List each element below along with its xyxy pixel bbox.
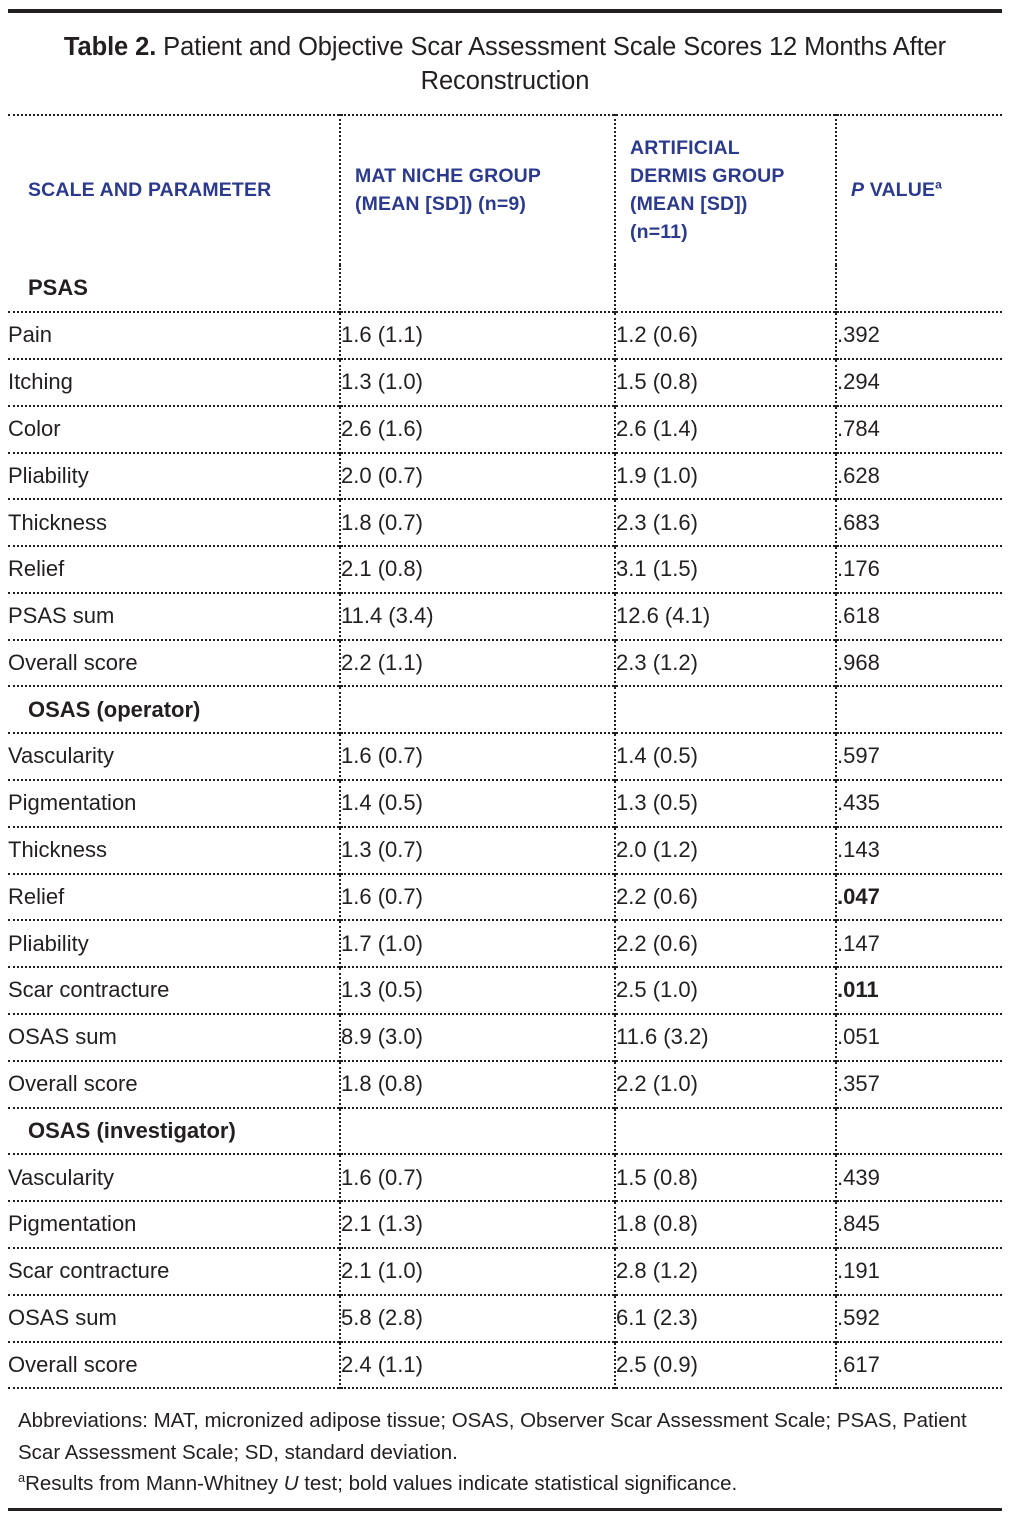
table-row <box>8 686 1002 733</box>
footnote-a-italic: U <box>283 1471 299 1495</box>
cell-artificial-dermis: 2.6 (1.4) <box>615 406 836 453</box>
table-row <box>8 499 1002 546</box>
column-header-mat-niche <box>340 115 615 265</box>
table-header <box>8 115 1002 265</box>
cell-p-value: .051 <box>836 1014 1002 1061</box>
table-row <box>8 312 1002 359</box>
cell-p-value: .597 <box>836 733 1002 780</box>
footnote-a-part2: test; bold values indicate statistical significance. <box>298 1471 738 1495</box>
cell-artificial-dermis: 6.1 (2.3) <box>615 1295 836 1342</box>
cell-artificial-dermis <box>615 265 836 312</box>
cell-artificial-dermis: 3.1 (1.5) <box>615 546 836 593</box>
column-header-dermis-line4: (n=11) <box>630 220 688 243</box>
table-row <box>8 733 1002 780</box>
cell-mat-niche: 2.6 (1.6) <box>340 406 615 453</box>
column-header-dermis-line3: (MEAN [SD]) <box>630 192 748 215</box>
footnote-a <box>18 1468 992 1499</box>
cell-p-value: .683 <box>836 499 1002 546</box>
cell-mat-niche: 1.6 (0.7) <box>340 874 615 921</box>
row-parameter-label: Overall score <box>8 1061 340 1108</box>
cell-p-value: .191 <box>836 1248 1002 1295</box>
header-row <box>8 115 1002 265</box>
cell-artificial-dermis: 2.5 (1.0) <box>615 967 836 1014</box>
cell-artificial-dermis: 1.2 (0.6) <box>615 312 836 359</box>
table-row <box>8 453 1002 500</box>
row-parameter-label: Thickness <box>8 827 340 874</box>
table-row <box>8 827 1002 874</box>
footnote-marker: a <box>18 1469 26 1485</box>
cell-mat-niche: 2.0 (0.7) <box>340 453 615 500</box>
table-row <box>8 1342 1002 1389</box>
row-parameter-label: Vascularity <box>8 1154 340 1201</box>
table-row <box>8 640 1002 687</box>
table-caption <box>8 13 1002 114</box>
table-row <box>8 874 1002 921</box>
cell-mat-niche: 11.4 (3.4) <box>340 593 615 640</box>
row-parameter-label: Itching <box>8 359 340 406</box>
footnote-a-part1: Results from Mann-Whitney <box>25 1471 284 1495</box>
cell-artificial-dermis: 2.2 (0.6) <box>615 874 836 921</box>
cell-mat-niche: 1.6 (0.7) <box>340 733 615 780</box>
column-header-dermis-line1: ARTIFICIAL <box>630 137 740 160</box>
table-row <box>8 546 1002 593</box>
cell-artificial-dermis: 2.5 (0.9) <box>615 1342 836 1389</box>
cell-p-value: .294 <box>836 359 1002 406</box>
row-group-label: OSAS (investigator) <box>8 1108 340 1155</box>
table-row <box>8 1014 1002 1061</box>
cell-p-value: .435 <box>836 780 1002 827</box>
cell-artificial-dermis: 1.4 (0.5) <box>615 733 836 780</box>
cell-mat-niche: 1.7 (1.0) <box>340 920 615 967</box>
cell-mat-niche: 1.6 (1.1) <box>340 312 615 359</box>
cell-p-value: .143 <box>836 827 1002 874</box>
caption-text: Patient and Objective Scar Assessment Scale Scores 12 Months After Reconstruction <box>156 33 947 95</box>
row-group-label: OSAS (operator) <box>8 686 340 733</box>
cell-p-value: .392 <box>836 312 1002 359</box>
cell-p-value: .176 <box>836 546 1002 593</box>
table-row <box>8 265 1002 312</box>
row-parameter-label: Overall score <box>8 1342 340 1389</box>
row-parameter-label: Scar contracture <box>8 967 340 1014</box>
row-parameter-label: OSAS sum <box>8 1014 340 1061</box>
row-parameter-label: Pigmentation <box>8 780 340 827</box>
cell-mat-niche: 1.6 (0.7) <box>340 1154 615 1201</box>
table-figure <box>0 9 1010 1523</box>
cell-artificial-dermis: 2.3 (1.6) <box>615 499 836 546</box>
cell-mat-niche: 8.9 (3.0) <box>340 1014 615 1061</box>
cell-mat-niche: 2.1 (0.8) <box>340 546 615 593</box>
cell-mat-niche: 1.8 (0.7) <box>340 499 615 546</box>
cell-mat-niche: 2.2 (1.1) <box>340 640 615 687</box>
caption-label: Table 2. <box>63 33 157 61</box>
column-header-artificial-dermis <box>615 115 836 265</box>
cell-artificial-dermis: 12.6 (4.1) <box>615 593 836 640</box>
cell-p-value: .617 <box>836 1342 1002 1389</box>
row-parameter-label: Relief <box>8 874 340 921</box>
cell-mat-niche <box>340 686 615 733</box>
cell-artificial-dermis <box>615 1108 836 1155</box>
row-parameter-label: OSAS sum <box>8 1295 340 1342</box>
row-parameter-label: Pain <box>8 312 340 359</box>
row-parameter-label: Relief <box>8 546 340 593</box>
cell-p-value: .592 <box>836 1295 1002 1342</box>
cell-mat-niche: 1.3 (0.7) <box>340 827 615 874</box>
cell-mat-niche <box>340 1108 615 1155</box>
table-row <box>8 1154 1002 1201</box>
bottom-rule <box>8 1508 1002 1511</box>
cell-artificial-dermis: 1.8 (0.8) <box>615 1201 836 1248</box>
cell-artificial-dermis: 11.6 (3.2) <box>615 1014 836 1061</box>
row-group-label: PSAS <box>28 275 88 301</box>
cell-artificial-dermis: 1.5 (0.8) <box>615 1154 836 1201</box>
cell-mat-niche: 1.4 (0.5) <box>340 780 615 827</box>
cell-mat-niche: 1.3 (1.0) <box>340 359 615 406</box>
column-header-mat-niche-line1: MAT NICHE GROUP <box>355 165 542 188</box>
table-row <box>8 1061 1002 1108</box>
p-value-footnote-marker: a <box>935 177 943 192</box>
column-header-parameter: SCALE AND PARAMETER <box>28 178 272 201</box>
table-row <box>8 593 1002 640</box>
cell-artificial-dermis: 2.3 (1.2) <box>615 640 836 687</box>
cell-mat-niche: 2.1 (1.0) <box>340 1248 615 1295</box>
cell-p-value <box>836 265 1002 312</box>
cell-p-value <box>836 686 1002 733</box>
table-row <box>8 920 1002 967</box>
cell-p-value: .968 <box>836 640 1002 687</box>
row-parameter-label: Overall score <box>8 640 340 687</box>
row-parameter-label: Scar contracture <box>8 1248 340 1295</box>
cell-p-value-significant: .047 <box>836 874 1002 921</box>
cell-p-value: .439 <box>836 1154 1002 1201</box>
cell-mat-niche: 2.4 (1.1) <box>340 1342 615 1389</box>
table-body <box>8 265 1002 1388</box>
table-row <box>8 1295 1002 1342</box>
table-row <box>8 967 1002 1014</box>
table-row <box>8 1108 1002 1155</box>
p-value-symbol: P <box>851 178 865 201</box>
cell-p-value <box>836 1108 1002 1155</box>
cell-p-value: .618 <box>836 593 1002 640</box>
table-footnotes <box>8 1389 1002 1498</box>
table-row <box>8 406 1002 453</box>
table-row <box>8 1201 1002 1248</box>
row-parameter-label: Pigmentation <box>8 1201 340 1248</box>
cell-artificial-dermis: 1.9 (1.0) <box>615 453 836 500</box>
cell-artificial-dermis: 2.8 (1.2) <box>615 1248 836 1295</box>
cell-p-value: .845 <box>836 1201 1002 1248</box>
table-row <box>8 359 1002 406</box>
cell-mat-niche: 2.1 (1.3) <box>340 1201 615 1248</box>
row-parameter-label: Vascularity <box>8 733 340 780</box>
cell-p-value: .628 <box>836 453 1002 500</box>
cell-mat-niche: 1.8 (0.8) <box>340 1061 615 1108</box>
cell-mat-niche: 1.3 (0.5) <box>340 967 615 1014</box>
column-header-p-value <box>836 115 1002 265</box>
p-value-word: VALUE <box>864 178 936 201</box>
cell-artificial-dermis: 2.0 (1.2) <box>615 827 836 874</box>
cell-artificial-dermis: 1.3 (0.5) <box>615 780 836 827</box>
cell-mat-niche <box>340 265 615 312</box>
cell-p-value: .784 <box>836 406 1002 453</box>
cell-artificial-dermis <box>615 686 836 733</box>
cell-artificial-dermis: 1.5 (0.8) <box>615 359 836 406</box>
row-parameter-label: Color <box>8 406 340 453</box>
row-parameter-label: Pliability <box>8 453 340 500</box>
scar-assessment-table <box>8 114 1002 1389</box>
table-row <box>8 1248 1002 1295</box>
row-parameter-label: Pliability <box>8 920 340 967</box>
cell-mat-niche: 5.8 (2.8) <box>340 1295 615 1342</box>
cell-artificial-dermis: 2.2 (1.0) <box>615 1061 836 1108</box>
row-parameter-label: PSAS sum <box>8 593 340 640</box>
cell-p-value: .357 <box>836 1061 1002 1108</box>
footnote-abbreviations: Abbreviations: MAT, micronized adipose tissue; OSAS, Observer Scar Assessment Scale; PSAS, Patient Scar Assessment Scale; SD, standard deviation. <box>18 1409 967 1464</box>
column-header-dermis-line2: DERMIS GROUP <box>630 165 785 188</box>
row-parameter-label: Thickness <box>8 499 340 546</box>
cell-p-value-significant: .011 <box>836 967 1002 1014</box>
table-row <box>8 780 1002 827</box>
cell-p-value: .147 <box>836 920 1002 967</box>
cell-artificial-dermis: 2.2 (0.6) <box>615 920 836 967</box>
column-header-mat-niche-line2: (MEAN [SD]) (n=9) <box>355 192 526 215</box>
